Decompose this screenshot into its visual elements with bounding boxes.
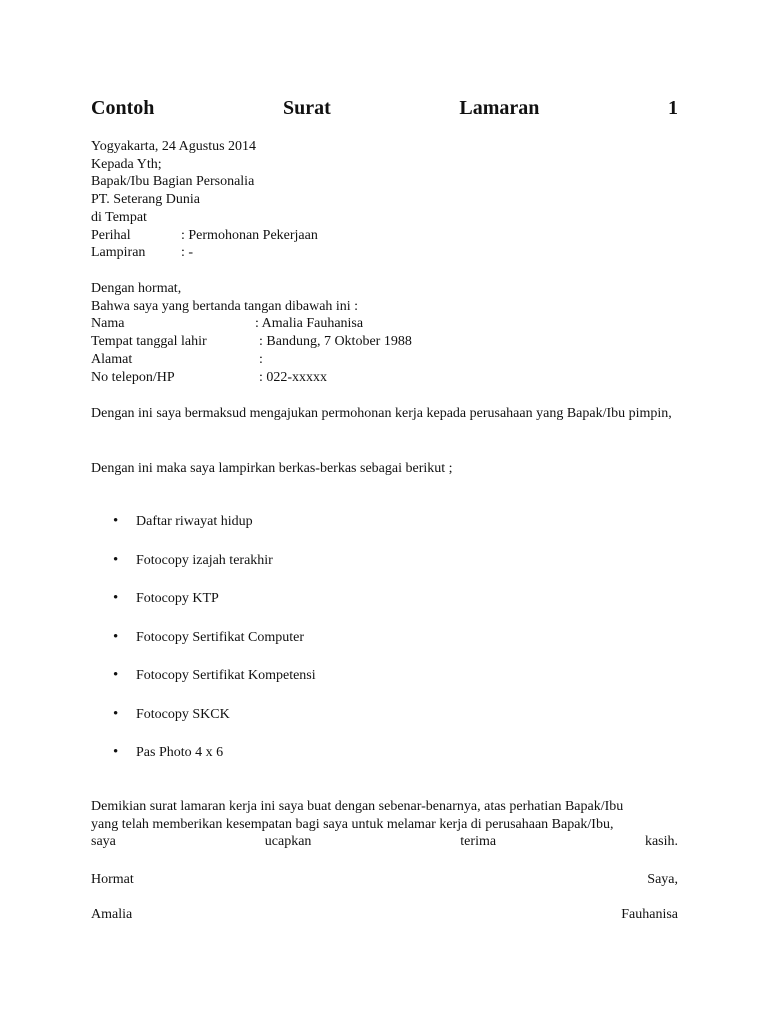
title-word-1: Contoh: [91, 97, 155, 119]
nama-value: : Amalia Fauhanisa: [255, 316, 364, 332]
list-item: • Fotocopy Sertifikat Computer: [91, 629, 678, 668]
closing-word: ucapkan: [264, 834, 312, 850]
addressee-company: PT. Seterang Dunia: [91, 192, 200, 208]
closing-word: saya: [91, 834, 116, 850]
telp-value: : 022-xxxxx: [259, 369, 328, 385]
addressee-to: Kepada Yth;: [91, 156, 162, 172]
list-item: • Fotocopy izajah terakhir: [91, 552, 678, 591]
closing-line-2: yang telah memberikan kesempatan bagi saya untuk melamar kerja di perusahaan Bapak/Ibu,: [91, 816, 614, 832]
purpose-paragraph: Dengan ini saya bermaksud mengajukan permohonan kerja kepada perusahaan yang Bapak/Ibu pimpin,: [91, 406, 672, 421]
alamat-value: :: [259, 351, 263, 367]
signature-right-1: Saya,: [647, 872, 678, 887]
lampiran-row: [91, 244, 678, 262]
addressee-location: di Tempat: [91, 209, 147, 225]
ttl-row: [91, 333, 678, 351]
closing-line-3: [91, 833, 678, 851]
attachment-list: [91, 513, 678, 783]
perihal-label: Perihal: [91, 227, 131, 243]
alamat-row: [91, 351, 678, 369]
title-word-3: Lamaran: [459, 97, 540, 119]
addressee-recipient: Bapak/Ibu Bagian Personalia: [91, 174, 255, 190]
list-item: • Fotocopy SKCK: [91, 706, 678, 745]
greeting: Dengan hormat,: [91, 281, 182, 296]
telp-label: No telepon/HP: [91, 369, 175, 385]
list-item: • Fotocopy Sertifikat Kompetensi: [91, 667, 678, 706]
title-word-4: 1: [667, 97, 678, 119]
lampiran-value: : -: [181, 245, 194, 261]
signature-left-2: Amalia: [91, 907, 133, 922]
signature-left-1: Hormat: [91, 872, 134, 887]
attachments-intro: Dengan ini maka saya lampirkan berkas-berkas sebagai berikut ;: [91, 461, 453, 476]
signature-row-2: [91, 906, 678, 924]
signature-right-2: Fauhanisa: [621, 907, 678, 922]
letter-page: [91, 0, 678, 1024]
intro-line: Bahwa saya yang bertanda tangan dibawah ini :: [91, 298, 359, 314]
closing-word: terima: [460, 834, 497, 850]
nama-row: [91, 315, 678, 333]
list-item: • Fotocopy KTP: [91, 590, 678, 629]
letter-header: [91, 138, 678, 262]
alamat-label: Alamat: [91, 351, 133, 367]
list-item: • Pas Photo 4 x 6: [91, 744, 678, 783]
place-date: Yogyakarta, 24 Agustus 2014: [91, 139, 257, 154]
list-item: • Daftar riwayat hidup: [91, 513, 678, 552]
title-word-2: Surat: [282, 97, 331, 119]
closing-line-1: Demikian surat lamaran kerja ini saya buat dengan sebenar-benarnya, atas perhatian Bapak/Ibu: [91, 799, 624, 814]
letter-title: [91, 95, 678, 121]
lampiran-label: Lampiran: [91, 245, 146, 261]
perihal-row: [91, 227, 678, 245]
closing-word: kasih.: [644, 834, 678, 850]
perihal-value: : Permohonan Pekerjaan: [181, 227, 318, 243]
telp-row: [91, 369, 678, 387]
ttl-value: : Bandung, 7 Oktober 1988: [259, 334, 412, 350]
greeting-block: [91, 280, 678, 386]
closing-paragraph: [91, 798, 678, 851]
ttl-label: Tempat tanggal lahir: [91, 334, 207, 350]
nama-label: Nama: [91, 316, 125, 332]
signature-row-1: [91, 871, 678, 889]
